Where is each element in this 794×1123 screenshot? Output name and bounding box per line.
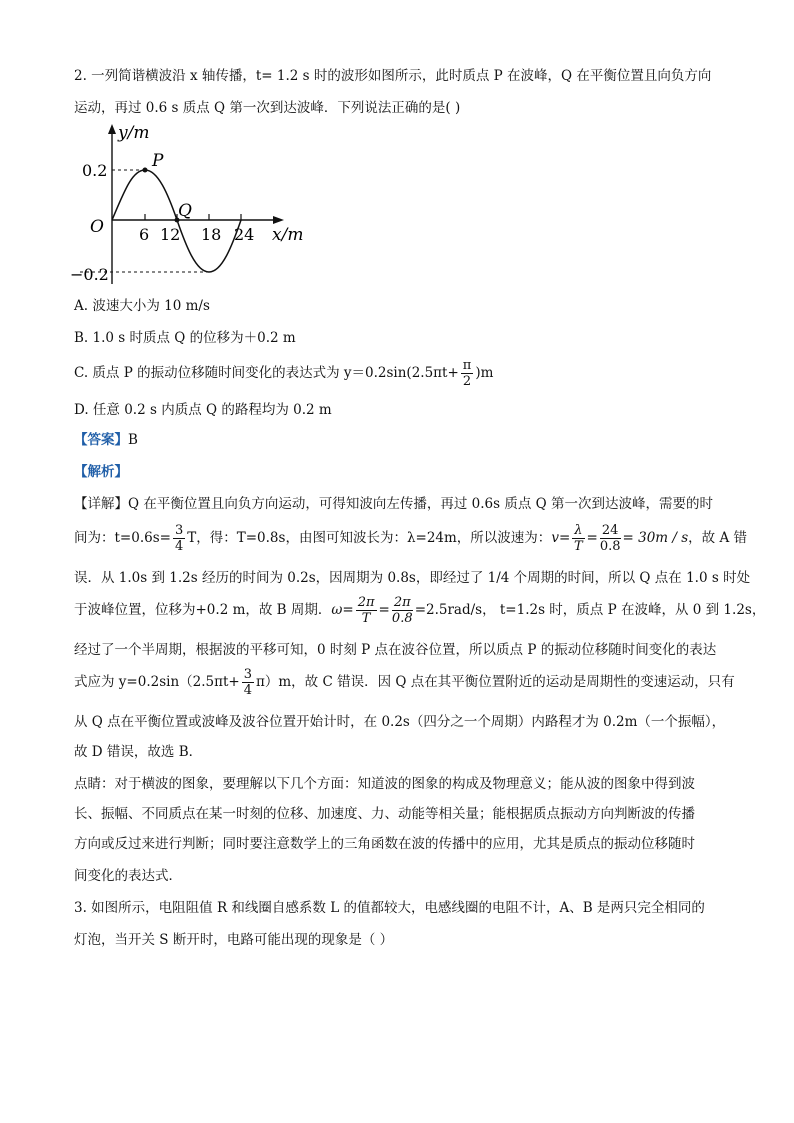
option-b: B. 1.0 s 时质点 Q 的位移为＋0.2 m	[74, 330, 296, 346]
frac-den: 4	[174, 539, 184, 554]
detail-line-8: 故 D 错误，故选 B．	[74, 744, 203, 760]
velocity-symbol: v	[551, 530, 559, 546]
answer-label: 【答案】	[74, 432, 128, 448]
detail-text-6b: π）m，故 C 错误．因 Q 点在其平衡位置附近的运动是周期性的变速运动，只有	[256, 674, 735, 690]
detail-line-3: 误．从 1.0s 到 1.2s 经历的时间为 0.2s，因周期为 0.8s，即经过了 1/4 个周期的时间，所以 Q 点在 1.0 s 时处	[74, 570, 751, 586]
point-p-dot	[143, 168, 148, 173]
frac-num: 2π	[357, 595, 375, 610]
frac-den: 2	[462, 374, 472, 389]
analysis-label: 【解析】	[74, 464, 128, 480]
equals: =	[378, 602, 390, 618]
omega-symbol: ω	[331, 602, 343, 618]
y-tick-label-bottom: −0.2	[70, 265, 109, 284]
frac-den: T	[361, 611, 371, 626]
detail-line-5: 经过了一个半周期，根据波的平移可知，0 时刻 P 点在波谷位置，所以质点 P 的振动位移随时间变化的表达	[74, 642, 717, 658]
y-tick-label-top: 0.2	[82, 161, 108, 180]
equals: =	[342, 602, 354, 618]
x-tick-label-12: 12	[160, 225, 181, 244]
x-tick-label-24: 24	[234, 225, 255, 244]
x-tick-label-6: 6	[139, 225, 150, 244]
point-p-label: P	[152, 151, 164, 171]
fraction-24-08	[600, 523, 621, 554]
option-a: A. 波速大小为 10 m/s	[74, 298, 210, 314]
detail-text-1: Q 在平衡位置且向负方向运动，可得知波向左传播，再过 0.6s 质点 Q 第一次到达波峰，需要的时	[128, 496, 713, 512]
tip-line-3: 方向或反过来进行判断；同时要注意数学上的三角函数在波的传播中的应用，尤其是质点的振动位移随时	[74, 836, 695, 852]
frac-num: 3	[174, 523, 184, 538]
detail-text-2c: ，故 A 错	[688, 530, 748, 546]
x-axis-label: x/m	[272, 225, 304, 245]
fraction-3-4-pi	[242, 667, 254, 698]
frac-num: 3	[243, 667, 252, 682]
y-axis-arrow	[108, 124, 116, 134]
fraction-3-4	[173, 523, 185, 554]
detail-line-1	[74, 494, 713, 514]
y-axis-label: y/m	[118, 123, 150, 143]
origin-label: O	[90, 217, 104, 237]
frac-num: 2π	[393, 595, 411, 610]
fraction-lambda-t	[572, 523, 584, 554]
fraction-2pi-t	[356, 595, 377, 626]
detail-line-6	[74, 664, 735, 700]
option-c-unit: )m	[475, 365, 494, 381]
detail-text-6a: 式应为 y=0.2sin（2.5πt+	[74, 674, 240, 690]
option-d: D. 任意 0.2 s 内质点 Q 的路程均为 0.2 m	[74, 402, 332, 418]
frac-den: 0.8	[599, 539, 621, 554]
frac-den: 4	[243, 683, 252, 698]
frac-num: 24	[600, 523, 621, 539]
option-c	[74, 358, 493, 389]
answer-value: B	[128, 432, 138, 448]
detail-text-2a: 间为：t=0.6s=	[74, 530, 171, 546]
wave-figure	[60, 122, 320, 287]
tip-line-1: 点睛：对于横波的图象，要理解以下几个方面：知道波的图象的构成及物理意义；能从波的图象中得到波	[74, 776, 695, 792]
frac-num: λ	[574, 523, 583, 538]
q3-stem-line-2: 灯泡，当开关 S 断开时，电路可能出现的现象是（ ）	[74, 932, 394, 948]
x-tick-label-18: 18	[201, 225, 222, 244]
option-c-fraction	[461, 358, 474, 389]
detail-text-4a: 于波峰位置，位移为+0.2 m，故 B 周期．	[74, 602, 332, 618]
frac-den: 0.8	[391, 611, 413, 626]
detail-text-2b: T，得：T=0.8s，由图可知波长为：λ=24m，所以波速为：	[187, 530, 552, 546]
detail-line-4	[74, 592, 765, 628]
x-axis-arrow	[273, 216, 284, 224]
analysis-header	[74, 462, 128, 482]
fraction-2pi-08	[392, 595, 413, 626]
frac-den: T	[574, 539, 583, 554]
point-q-label: Q	[178, 201, 192, 221]
equals: =	[586, 530, 598, 546]
detail-line-7: 从 Q 点在平衡位置或波峰及波谷位置开始计时，在 0.2s（四分之一个周期）内路程才为 0.2m（一个振幅），	[74, 714, 726, 730]
velocity-result: = 30m / s	[622, 530, 689, 546]
option-c-text: C. 质点 P 的振动位移随时间变化的表达式为 y＝0.2sin(2.5πt+	[74, 365, 459, 381]
detail-text-4b: =2.5rad/s， t=1.2s 时，质点 P 在波峰，从 0 到 1.2s，	[414, 602, 766, 618]
tip-line-4: 间变化的表达式．	[74, 868, 182, 884]
tip-line-2: 长、振幅、不同质点在某一时刻的位移、加速度、力、动能等相关量；能根据质点振动方向判断波的传播	[74, 806, 695, 822]
q2-stem-line-1: 2. 一列简谐横波沿 x 轴传播，t= 1.2 s 时的波形如图所示，此时质点 P 在波峰，Q 在平衡位置且向负方向	[74, 68, 712, 84]
frac-num: π	[462, 358, 472, 373]
q2-stem-line-2: 运动，再过 0.6 s 质点 Q 第一次到达波峰．下列说法正确的是( )	[74, 100, 461, 116]
detail-label: 【详解】	[74, 496, 128, 512]
answer-line	[74, 430, 138, 450]
q3-stem-line-1: 3. 如图所示，电阻阻值 R 和线圈自感系数 L 的值都较大，电感线圈的电阻不计，A、B 是两只完全相同的	[74, 900, 705, 916]
detail-line-2	[74, 520, 747, 556]
equals: =	[558, 530, 571, 546]
